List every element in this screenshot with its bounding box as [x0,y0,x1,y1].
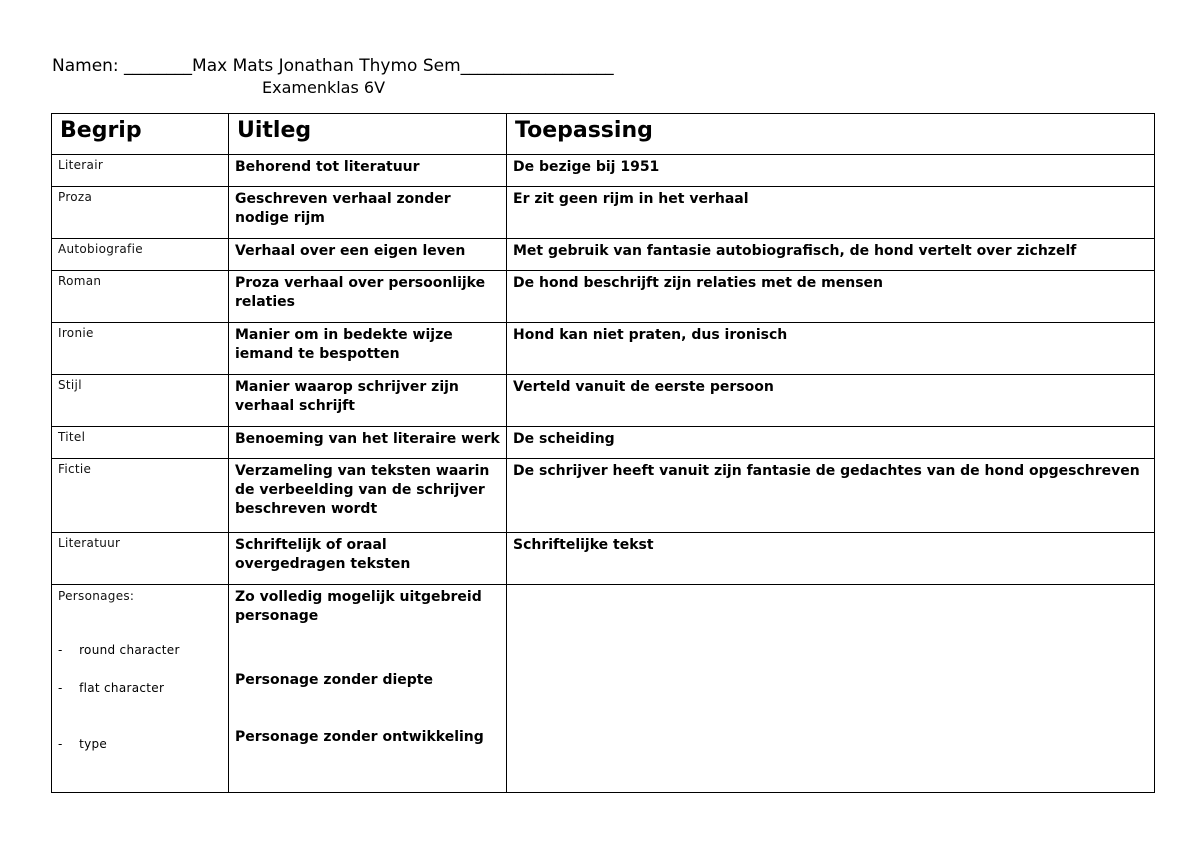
personages-term: Personages: [58,589,135,603]
table-row [52,155,1155,187]
table-row [52,427,1155,459]
table-row [52,187,1155,239]
explanation-flat: Personage zonder diepte [235,672,433,688]
term-cell: Autobiografie [52,239,229,271]
column-header-uitleg: Uitleg [229,114,507,155]
table-row [52,459,1155,533]
sub-term-type: - type [58,737,108,751]
explanation-cell: Geschreven verhaal zonder nodige rijm [229,187,507,239]
application-cell: De hond beschrijft zijn relaties met de mensen [507,271,1155,323]
column-header-begrip: Begrip [52,114,229,155]
column-header-toepassing: Toepassing [507,114,1155,155]
explanation-round: Zo volledig mogelijk uitgebreid personage [235,589,482,624]
application-cell: Hond kan niet praten, dus ironisch [507,323,1155,375]
explanation-cell: Schriftelijk of oraal overgedragen teksten [229,533,507,585]
personages-term-cell [52,585,229,793]
explanation-cell: Verhaal over een eigen leven [229,239,507,271]
document-header [52,55,1052,98]
term-cell: Ironie [52,323,229,375]
term-cell: Roman [52,271,229,323]
table-row [52,375,1155,427]
application-cell: De scheiding [507,427,1155,459]
table-row [52,271,1155,323]
sub-term-round: - round character [58,643,180,657]
personages-row [52,585,1155,793]
explanation-cell: Benoeming van het literaire werk [229,427,507,459]
explanation-cell: Verzameling van teksten waarin de verbeelding van de schrijver beschreven wordt [229,459,507,533]
application-cell: Er zit geen rijm in het verhaal [507,187,1155,239]
explanation-cell: Behorend tot literatuur [229,155,507,187]
table-row [52,323,1155,375]
table-header-row [52,114,1155,155]
class-label: Examenklas 6V [262,78,386,97]
application-cell: Schriftelijke tekst [507,533,1155,585]
terms-table [51,113,1155,793]
explanation-type: Personage zonder ontwikkeling [235,729,484,745]
explanation-cell: Proza verhaal over persoonlijke relaties [229,271,507,323]
application-cell: Verteld vanuit de eerste persoon [507,375,1155,427]
application-cell: De bezige bij 1951 [507,155,1155,187]
personages-explanation-cell [229,585,507,793]
application-cell: Met gebruik van fantasie autobiografisch, de hond vertelt over zichzelf [507,239,1155,271]
term-cell: Stijl [52,375,229,427]
explanation-cell: Manier om in bedekte wijze iemand te bespotten [229,323,507,375]
application-cell: De schrijver heeft vanuit zijn fantasie de gedachtes van de hond opgeschreven [507,459,1155,533]
term-cell: Titel [52,427,229,459]
personages-sub-terms [58,643,222,751]
personages-application-cell [507,585,1155,793]
term-cell: Fictie [52,459,229,533]
table-row [52,239,1155,271]
table-row [52,533,1155,585]
sub-term-flat: - flat character [58,681,165,695]
names-line: Namen: ________Max Mats Jonathan Thymo Sem__________________ [52,56,614,76]
term-cell: Proza [52,187,229,239]
term-cell: Literair [52,155,229,187]
explanation-cell: Manier waarop schrijver zijn verhaal schrijft [229,375,507,427]
term-cell: Literatuur [52,533,229,585]
